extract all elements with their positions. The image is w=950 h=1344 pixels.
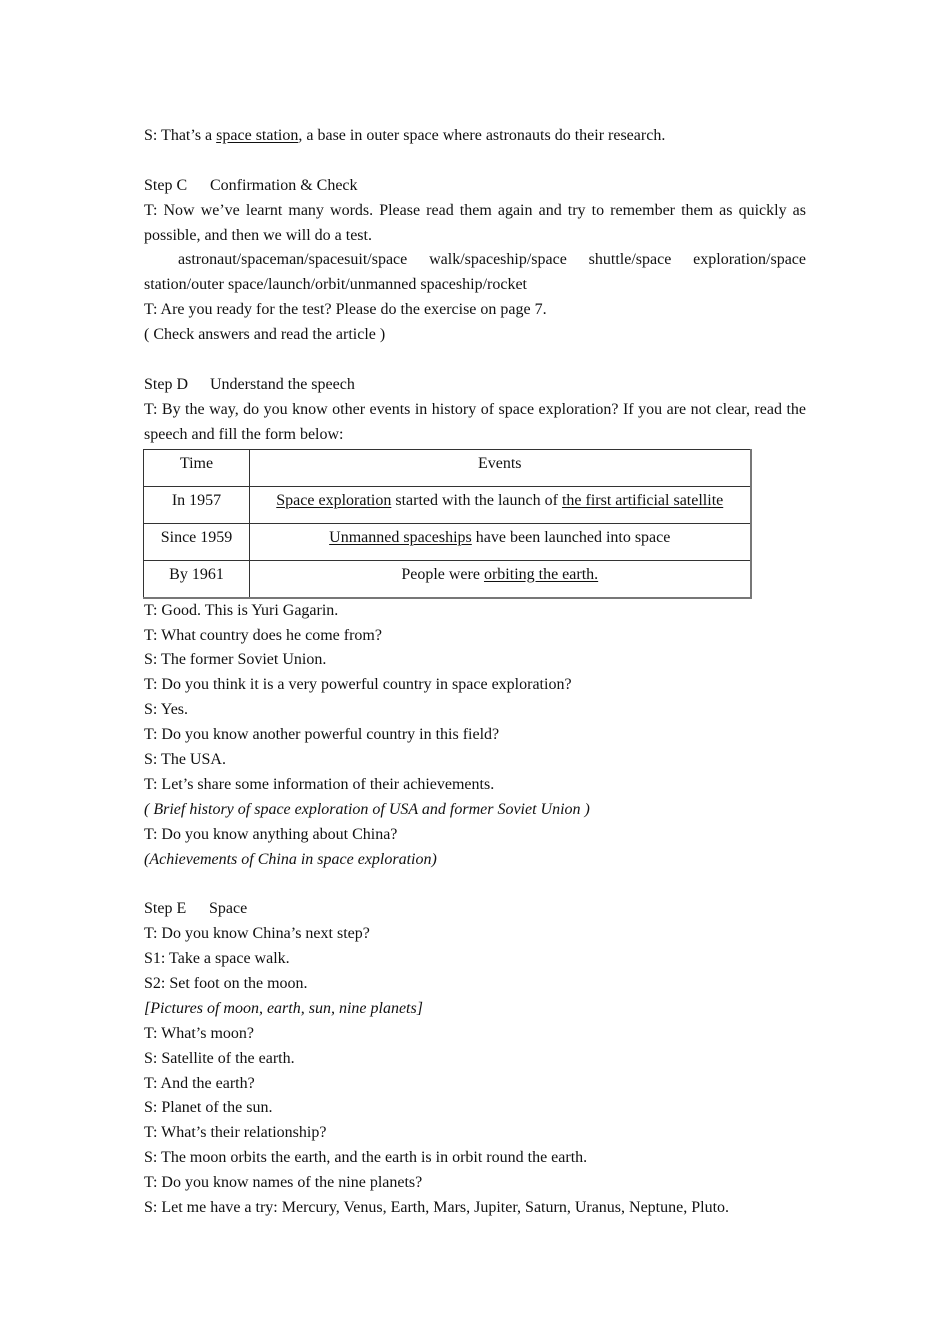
dialogue-line: S: The former Soviet Union. [144,651,327,669]
step-c-teacher-line-1: T: Now we’ve learnt many words. Please read them again and try to remember them as quickly as possible, and then we will do a test. [144,201,806,244]
dialogue-line: S: The moon orbits the earth, and the earth is in orbit round the earth. [144,1149,588,1167]
intro-suffix: , a base in outer space where astronauts do their research. [298,127,666,144]
dialogue-line: T: What’s their relationship? [144,1124,327,1142]
event-term: Space exploration [276,491,392,509]
step-e-dialogue [144,922,806,1221]
table-header-time: Time [144,449,250,486]
stage-direction: ( Brief history of space exploration of USA and former Soviet Union ) [144,800,590,818]
step-d-title: Understand the speech [210,375,355,393]
step-e-label: Step E [144,900,187,918]
event-term: orbiting the earth. [483,565,599,583]
step-d-dialogue [144,599,806,873]
intro-prefix: S: That’s a [144,127,217,144]
event-text: People were [401,565,484,583]
dialogue-line: T: What country does he come from? [144,626,382,644]
step-d-label: Step D [144,375,188,393]
event-term: Unmanned spaceships [329,528,472,546]
spacer [144,348,806,373]
table-row [144,560,751,598]
dialogue-line: S: Let me have a try: Mercury, Venus, Earth, Mars, Jupiter, Saturn, Uranus, Neptune, Pluto. [144,1199,730,1217]
step-e-heading [144,897,806,922]
spacer [144,149,806,174]
table-row [144,486,751,523]
table-cell-time: By 1961 [144,560,250,598]
table-header-events: Events [250,449,751,486]
step-c-title: Confirmation & Check [210,176,358,194]
event-text: started with the launch of [391,491,562,509]
step-c-note: ( Check answers and read the article ) [144,326,386,344]
dialogue-line: T: Do you know China’s next step? [144,925,370,943]
dialogue-line: S: Satellite of the earth. [144,1049,295,1067]
stage-direction: (Achievements of China in space exploration) [144,850,437,868]
table-header-row [144,449,751,486]
step-c-word-list-line-2: station/outer space/launch/orbit/unmanned spaceship/rocket [144,276,527,294]
step-c-heading [144,174,806,199]
dialogue-line: S2: Set foot on the moon. [144,975,308,993]
table-cell-event [250,560,751,598]
table-cell-event [250,523,751,560]
step-e-title: Space [209,900,248,918]
dialogue-line: T: What’s moon? [144,1024,254,1042]
event-term: the first artificial satellite [561,491,724,509]
spacer [144,872,806,897]
dialogue-line: S: Planet of the sun. [144,1099,273,1117]
step-d-heading [144,373,806,398]
dialogue-line: T: Do you know names of the nine planets? [144,1174,423,1192]
table-cell-time: In 1957 [144,486,250,523]
table-row [144,523,751,560]
intro-line [144,124,806,149]
dialogue-line: T: Let’s share some information of their achievements. [144,775,495,793]
step-d-teacher-line-1: T: By the way, do you know other events in history of space exploration? If you are not clear, read the speech and fill the form below: [144,400,806,443]
intro-underlined-term: space station [216,127,299,144]
step-c-teacher-line-2: T: Are you ready for the test? Please do the exercise on page 7. [144,301,547,319]
dialogue-line: S: Yes. [144,701,189,719]
dialogue-line: S1: Take a space walk. [144,950,290,968]
step-c-word-list-line-1: astronaut/spaceman/spacesuit/space walk/spaceship/space shuttle/space exploration/space [178,251,806,269]
document-page [144,124,806,1221]
table-cell-time: Since 1959 [144,523,250,560]
stage-direction: [Pictures of moon, earth, sun, nine planets] [144,999,423,1017]
step-c-label: Step C [144,176,188,194]
dialogue-line: T: And the earth? [144,1074,255,1092]
dialogue-line: T: Do you know another powerful country in this field? [144,726,500,744]
dialogue-line: T: Good. This is Yuri Gagarin. [144,601,339,619]
table-cell-event [250,486,751,523]
event-text: have been launched into space [471,528,671,546]
dialogue-line: T: Do you think it is a very powerful country in space exploration? [144,676,572,694]
dialogue-line: S: The USA. [144,751,226,768]
events-table [143,449,752,599]
dialogue-line: T: Do you know anything about China? [144,825,398,843]
